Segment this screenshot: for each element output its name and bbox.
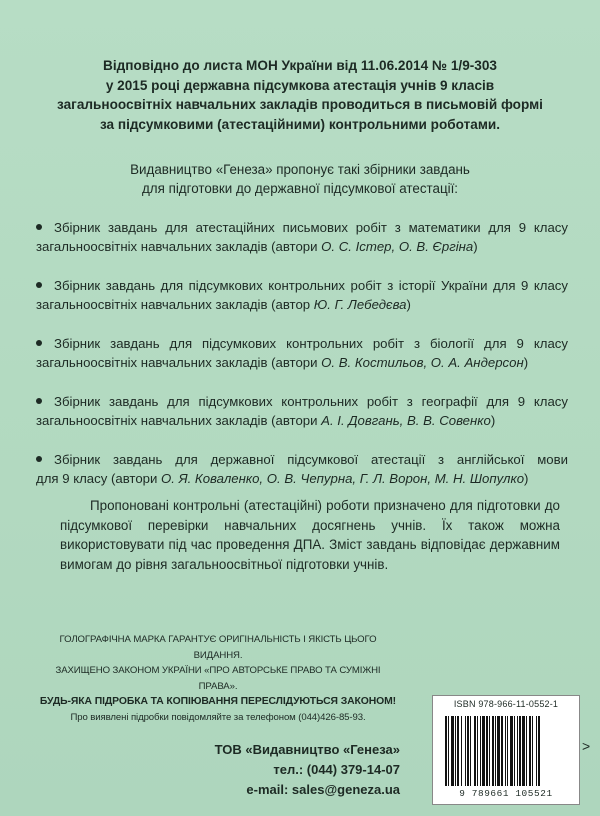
list-item: Збірник завдань для підсумкових контрольних робіт з історії України для 9 класу загальноосвітніх навчальних закладів (автор Ю. Г. Лебедєва) bbox=[36, 278, 568, 312]
closing-paragraph: Пропоновані контрольні (атестаційні) роботи призначено для підготовки до підсумкової перевірки навчальних досягнень учнів. Їх також можна використовувати під час проведення ДПА. Зміст завдань відповідає державним вимогам до рівня загальноосвітньої підготовки учнів. bbox=[60, 498, 560, 572]
publisher-intro-line: для підготовки до державної підсумкової атестації: bbox=[141, 181, 459, 196]
notice-line: у 2015 році державна підсумкова атестація учнів 9 класів bbox=[105, 77, 495, 93]
item-text: загальноосвітніх навчальних закладів (автори bbox=[36, 413, 322, 428]
item-title: Збірник завдань для підсумкових контрольних робіт з історії України для 9 класу bbox=[54, 278, 568, 293]
bullet-icon bbox=[36, 456, 42, 462]
hologram-line: ГОЛОГРАФІЧНА МАРКА ГАРАНТУЄ ОРИГІНАЛЬНІСТЬ І ЯКІСТЬ ЦЬОГО ВИДАННЯ. bbox=[59, 634, 377, 661]
ministry-notice bbox=[40, 56, 560, 134]
notice-line: загальноосвітніх навчальних закладів проводиться в письмовій формі bbox=[57, 97, 543, 112]
book-list bbox=[36, 218, 568, 508]
hologram-notice bbox=[38, 632, 398, 725]
barcode-number: 9 789661 105521 bbox=[459, 788, 553, 799]
barcode-label bbox=[432, 695, 580, 805]
phone: тел.: (044) 379-14-07 bbox=[273, 762, 400, 777]
isbn-text: ISBN 978-966-11-0552-1 bbox=[453, 699, 559, 709]
barcode-icon bbox=[445, 716, 569, 786]
item-title: Збірник завдань для атестаційних письмових робіт з математики для 9 класу bbox=[54, 220, 568, 235]
item-title: Збірник завдань для підсумкових контрольних робіт з географії для 9 класу bbox=[54, 394, 568, 409]
publisher-contacts bbox=[150, 740, 400, 800]
bullet-icon bbox=[36, 340, 42, 346]
piracy-warning: БУДЬ-ЯКА ПІДРОБКА ТА КОПІЮВАННЯ ПЕРЕСЛІДУЮТЬСЯ ЗАКОНОМ! bbox=[39, 696, 397, 707]
arrow-icon: > bbox=[582, 738, 591, 754]
item-title: Збірник завдань для державної підсумкової атестації з англійської мови bbox=[54, 452, 568, 467]
item-authors: Ю. Г. Лебедєва bbox=[313, 297, 407, 312]
list-item: Збірник завдань для підсумкових контрольних робіт з географії для 9 класу загальноосвітніх навчальних закладів (автори А. І. Довгань, В. В. Совенко) bbox=[36, 394, 568, 428]
list-item: Збірник завдань для атестаційних письмових робіт з математики для 9 класу загальноосвітніх навчальних закладів (автори О. С. Істер, О. В. Єргіна) bbox=[36, 220, 568, 254]
copyright-line: ЗАХИЩЕНО ЗАКОНОМ УКРАЇНИ «ПРО АВТОРСЬКЕ ПРАВО ТА СУМІЖНІ ПРАВА». bbox=[55, 665, 381, 692]
report-line: Про виявлені підробки повідомляйте за телефоном (044)426-85-93. bbox=[70, 711, 366, 723]
bullet-icon bbox=[36, 282, 42, 288]
list-item: Збірник завдань для державної підсумкової атестації з англійської мови для 9 класу (автори О. Я. Коваленко, О. В. Чепурна, Г. Л. Ворон, М. Н. Шопулко) bbox=[36, 452, 568, 486]
item-authors: О. Я. Коваленко, О. В. Чепурна, Г. Л. Ворон, М. Н. Шопулко bbox=[161, 471, 525, 486]
item-text: загальноосвітніх навчальних закладів (автор bbox=[36, 297, 314, 312]
item-text: загальноосвітніх навчальних закладів (автори bbox=[36, 355, 322, 370]
bullet-icon bbox=[36, 398, 42, 404]
item-authors: О. В. Костильов, О. А. Андерсон bbox=[321, 355, 524, 370]
bullet-icon bbox=[36, 224, 42, 230]
email: e-mail: sales@geneza.ua bbox=[246, 782, 400, 797]
notice-line: Відповідно до листа МОН України від 11.06.2014 № 1/9-303 bbox=[103, 58, 497, 73]
company-name: ТОВ «Видавництво «Генеза» bbox=[214, 742, 400, 757]
item-authors: А. І. Довгань, В. В. Совенко bbox=[321, 413, 491, 428]
publisher-intro bbox=[40, 160, 560, 198]
list-item: Збірник завдань для підсумкових контрольних робіт з біології для 9 класу загальноосвітніх навчальних закладів (автори О. В. Костильов, О. А. Андерсон) bbox=[36, 336, 568, 370]
item-text: загальноосвітніх навчальних закладів (автори bbox=[36, 239, 322, 254]
item-authors: О. С. Істер, О. В. Єргіна bbox=[321, 239, 474, 254]
notice-line: за підсумковими (атестаційними) контрольними роботами. bbox=[99, 116, 501, 132]
publisher-intro-line: Видавництво «Генеза» пропонує такі збірники завдань bbox=[130, 162, 470, 177]
item-title: Збірник завдань для підсумкових контрольних робіт з біології для 9 класу bbox=[54, 336, 568, 351]
item-text: для 9 класу (автори bbox=[36, 471, 162, 486]
